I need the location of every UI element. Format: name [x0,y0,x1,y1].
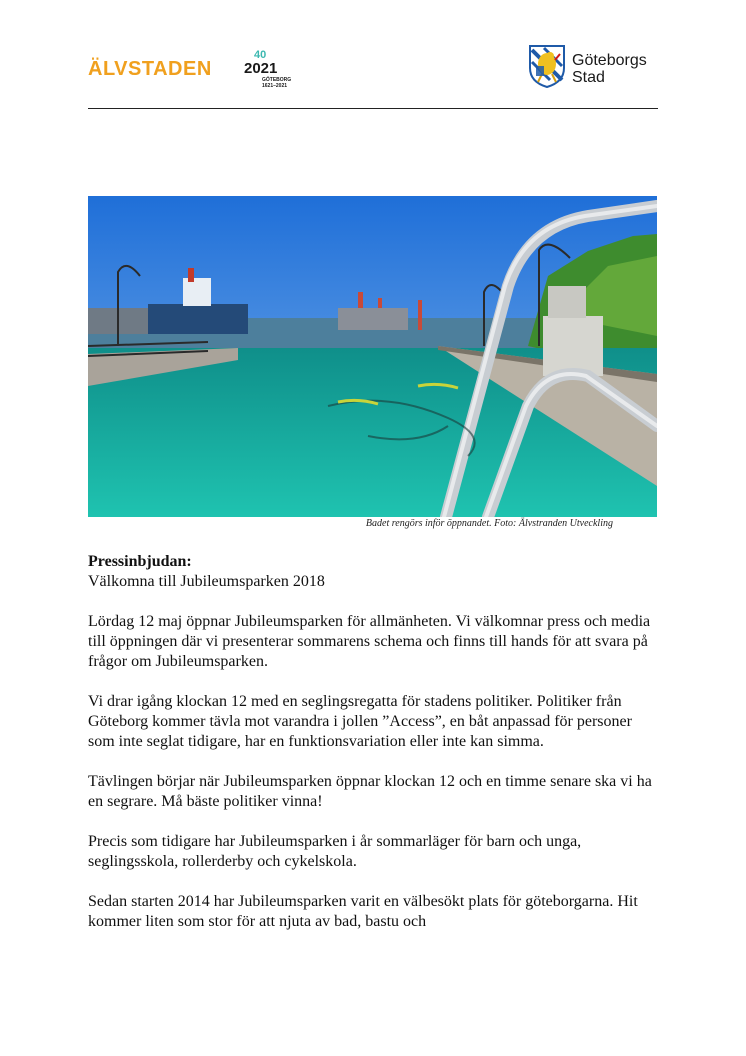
city-logo-line1: Göteborgs [572,52,647,69]
article-paragraph: Vi drar igång klockan 12 med en seglingsregatta för stadens politiker. Politiker från Göteborg kommer tävla mot varandra i jollen ”Access”, en båt anpassad för personer som inte seglat tidigare, har en funktionsvariation eller inte kan simma. [88,693,632,750]
goteborgs-stad-logo [528,44,658,92]
article-subtitle: Välkomna till Jubileumsparken 2018 [88,573,325,590]
page-header [88,40,658,109]
article-paragraph: Precis som tidigare har Jubileumsparken i år sommarläger för barn och unga, seglingsskola, rollerderby och cykelskola. [88,833,582,870]
city-logo-text [572,52,647,86]
city-crest-icon [528,44,566,88]
city-logo-line2: Stad [572,69,605,86]
pool-photo-illustration [88,196,657,517]
article-title: Pressinbjudan: [88,553,192,570]
jubilee-city: GÖTEBORG [262,77,292,83]
article-heading [88,552,658,592]
pool-photo [88,196,657,517]
photo-caption: Badet rengörs inför öppnandet. Foto: Älvstranden Utveckling [365,518,613,529]
article-body [88,552,658,952]
article-paragraph: Lördag 12 maj öppnar Jubileumsparken för allmänheten. Vi välkomnar press och media till öppningen där vi presenterar sommarens schema och finns till hands för att svara på frågor om Jubileumsparken. [88,613,651,670]
jubilee-year: 2021 [244,60,278,77]
article-paragraph: Tävlingen börjar när Jubileumsparken öppnar klockan 12 och en timme senare ska vi ha en segrare. Må bäste politiker vinna! [88,773,652,810]
jubilee-2021-logo [244,46,304,90]
article-paragraph: Sedan starten 2014 har Jubileumsparken varit en välbesökt plats för göteborgarna. Hit kommer liten som stor för att njuta av bad, bastu och [88,893,638,930]
jubilee-years: 1621–2021 [262,83,288,89]
jubilee-number-top: 40 [254,49,267,61]
alvstaden-logo: ÄLVSTADEN [88,58,212,80]
